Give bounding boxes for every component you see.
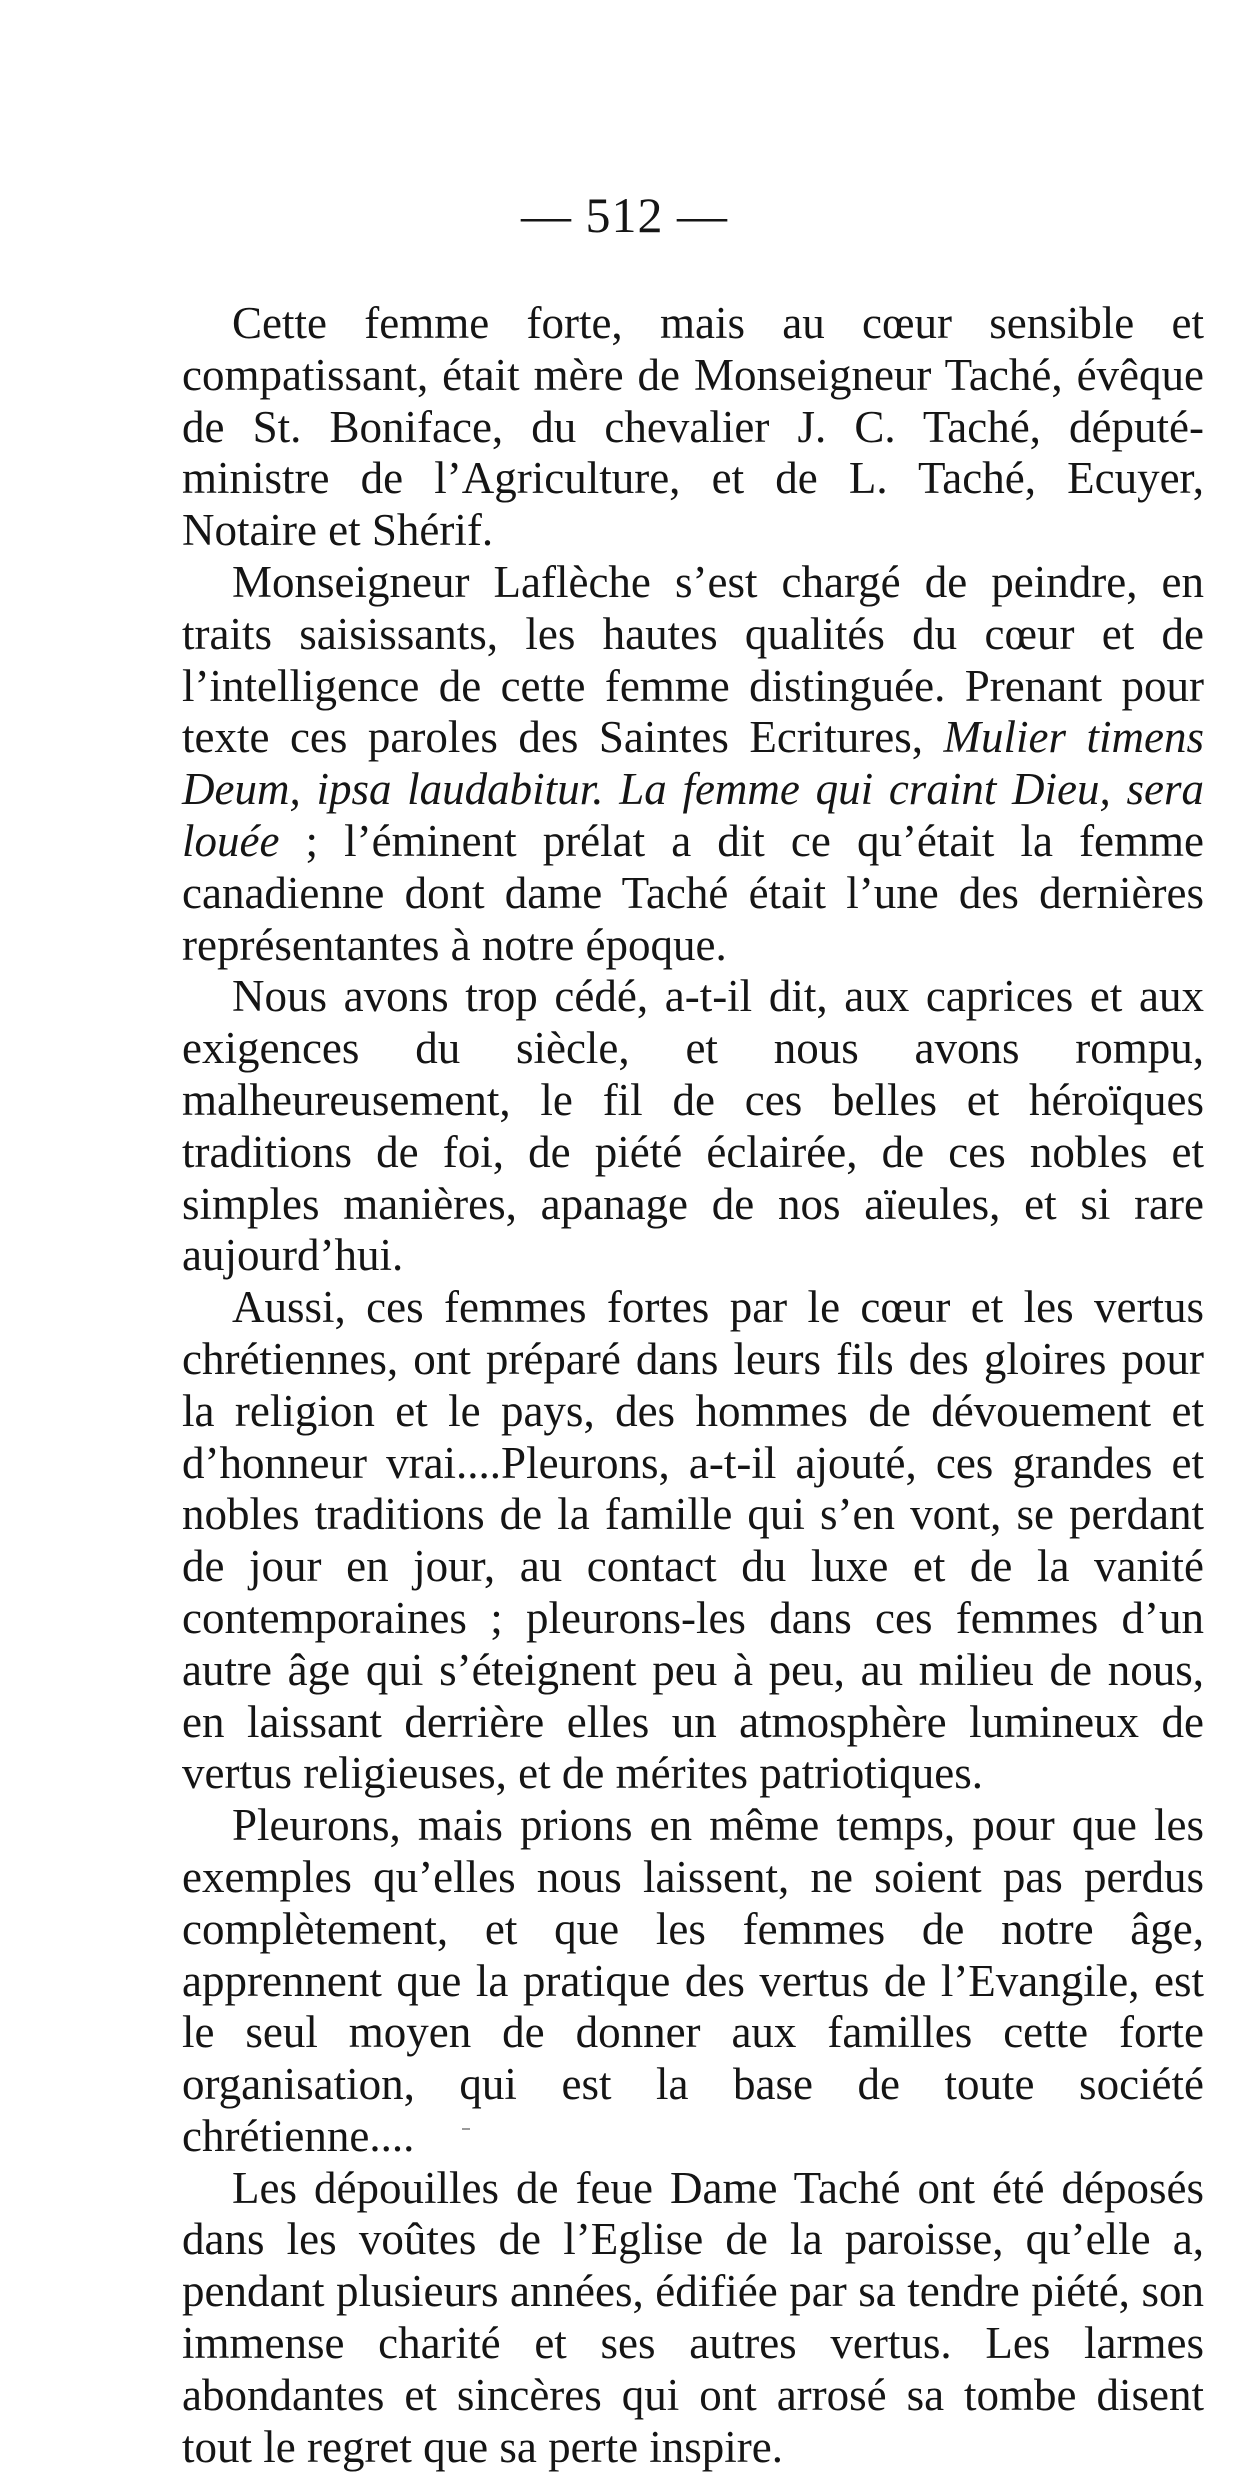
page-number: — 512 — bbox=[521, 187, 728, 243]
paragraph-traditions: Nous avons trop cédé, a-t-il dit, aux caprices et aux exigences du siècle, et nous avons rompu, malheureusement, le fil de ces belles et héroïques traditions de foi, de piété éclairée, de ces nobles et simples manières, apanage de nos aïeules, et si rare aujourd’hui. bbox=[182, 971, 1204, 1281]
paragraph-lafleche-text-after: ; l’éminent prélat a dit ce qu’était la femme canadienne dont dame Taché était l’une des dernières représentantes à notre époque. bbox=[182, 815, 1204, 970]
paragraph-lafleche-eulogy bbox=[182, 557, 1204, 971]
paragraph-strong-women: Aussi, ces femmes fortes par le cœur et les vertus chrétiennes, ont préparé dans leurs fils des gloires pour la religion et le pays, des hommes de dévouement et d’honneur vrai....Pleurons, a-t-il ajouté, ces grandes et nobles traditions de la famille qui s’en vont, se perdant de jour en jour, au contact du luxe et de la vanité contemporaines ; pleurons-les dans ces femmes d’un autre âge qui s’éteignent peu à peu, au milieu de nous, en laissant derrière elles un atmosphère lumineux de vertus religieuses, et de mérites patriotiques. bbox=[182, 1282, 1204, 1799]
paragraph-burial: Les dépouilles de feue Dame Taché ont été déposés dans les voûtes de l’Eglise de la paroisse, qu’elle a, pendant plusieurs années, édifiée par sa tendre piété, son immense charité et ses autres vertus. Les larmes abondantes et sincères qui ont arrosé sa tombe disent tout le regret que sa perte inspire. bbox=[182, 2162, 1204, 2472]
paragraph-lafleche-text-before: Monseigneur Laflèche s’est chargé de peindre, en traits saisissants, les hautes qualités du cœur et de l’intelligence de cette femme distinguée. Prenant pour texte ces paroles des Saintes Ecritures, bbox=[182, 556, 1204, 763]
paragraph-tache-family: Cette femme forte, mais au cœur sensible et compatissant, était mère de Monseigneur Taché, évêque de St. Boniface, du chevalier J. C. Taché, député-ministre de l’Agriculture, et de L. Taché, Ecuyer, Notaire et Shérif. bbox=[182, 298, 1204, 556]
page-bottom-mark bbox=[462, 2128, 470, 2130]
paragraph-prayer: Pleurons, mais prions en même temps, pour que les exemples qu’elles nous laissent, ne soient pas perdus complètement, et que les femmes de notre âge, apprennent que la pratique des vertus de l’Evangile, est le seul moyen de donner aux familles cette forte organisation, qui est la base de toute société chrétienne.... bbox=[182, 1800, 1204, 2161]
latin-quotation: Mulier timens Deum, ipsa laudabitur. La femme qui craint Dieu, sera louée bbox=[182, 712, 1204, 866]
